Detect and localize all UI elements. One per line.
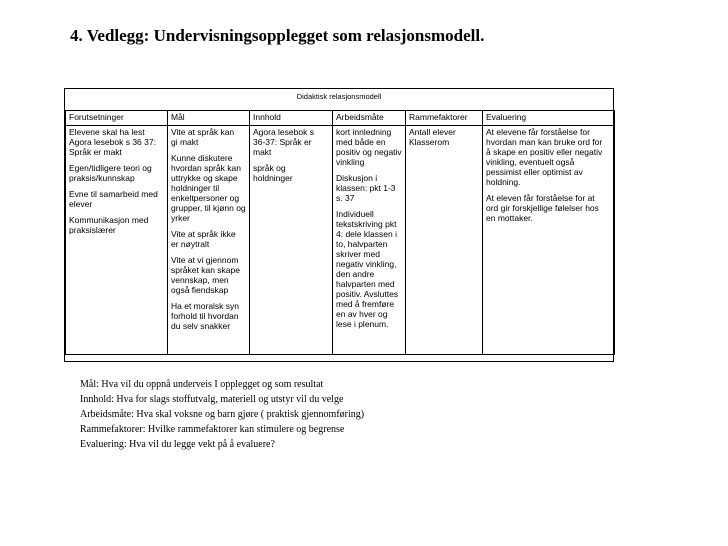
note-line: Rammefaktorer: Hvilke rammefaktorer kan stimulere og begrense xyxy=(80,424,345,435)
table-row xyxy=(66,126,615,355)
table-cell xyxy=(483,126,615,355)
note-line: Evaluering: Hva vil du legge vekt på å evaluere? xyxy=(80,439,275,450)
cell-text-line: At eleven får forståelse for at xyxy=(486,193,595,203)
cell-text-line: holdning. xyxy=(486,177,521,187)
cell-text-line: språk og xyxy=(253,163,286,173)
column-header: Evaluering xyxy=(483,111,615,126)
cell-text-line: en mottaker. xyxy=(486,213,533,223)
relation-model-table xyxy=(64,88,614,362)
cell-text-line: positiv og negativ xyxy=(336,147,402,157)
cell-text-line: Antall elever xyxy=(409,127,456,137)
cell-text-line: 36-37: Språk er xyxy=(253,137,312,147)
note-line: Mål: Hva vil du oppnå underveis I opplegget og som resultat xyxy=(80,379,324,390)
page-heading: 4. Vedlegg: Undervisningsopplegget som relasjonsmodell. xyxy=(70,26,485,45)
table-header-row xyxy=(66,111,615,126)
cell-text-line: praksislærer xyxy=(69,225,116,235)
table-caption: Didaktisk relasjonsmodell xyxy=(296,92,382,101)
cell-text-line: to, halvparten xyxy=(336,239,388,249)
cell-text-line: Elevene skal ha lest xyxy=(69,127,145,137)
cell-text-line: Klasserom xyxy=(409,137,450,147)
cell-text-line: Egen/tidligere teori og xyxy=(69,163,152,173)
cell-text-line: holdninger til xyxy=(171,183,220,193)
column-header: Forutsetninger xyxy=(66,111,168,126)
cell-text-line: halvparten med xyxy=(336,279,395,289)
column-header: Arbeidsmåte xyxy=(333,111,406,126)
cell-text-line: enkeltpersoner og xyxy=(171,193,240,203)
cell-text-line: språket kan skape xyxy=(171,265,240,275)
cell-text-line: lese i plenum. xyxy=(336,319,389,329)
cell-text-line: Kunne diskutere xyxy=(171,153,233,163)
cell-text-line: hvordan man kan bruke ord for xyxy=(486,137,603,147)
cell-text-line: Agora lesebok s xyxy=(253,127,314,137)
cell-text-line: tekstskriving pkt xyxy=(336,219,397,229)
cell-text-line: grupper, til kjønn og xyxy=(171,203,246,213)
cell-text-line: Vite at språk ikke xyxy=(171,229,236,239)
cell-text-line: Ha et moralsk syn xyxy=(171,301,240,311)
cell-text-line: Vite at vi gjennom xyxy=(171,255,239,265)
cell-text-line: skriver med xyxy=(336,249,380,259)
note-line: Arbeidsmåte: Hva skal voksne og barn gjøre ( praktisk gjennomføring) xyxy=(80,409,365,420)
cell-text-line: praksis/kunnskap xyxy=(69,173,135,183)
cell-text-line: også fiendskap xyxy=(171,285,229,295)
table-cell xyxy=(168,126,250,355)
cell-text-line: Språk er makt xyxy=(69,147,122,157)
cell-text-line: med både en xyxy=(336,137,386,147)
cell-text-line: elever xyxy=(69,199,93,209)
cell-text-line: kort innledning xyxy=(336,127,392,137)
cell-text-line: Kommunikasjon med xyxy=(69,215,149,225)
cell-text-line: uttrykke og skape xyxy=(171,173,238,183)
cell-text-line: forhold til hvordan xyxy=(171,311,239,321)
cell-text-line: vennskap, men xyxy=(171,275,229,285)
cell-text-line: en av hver og xyxy=(336,309,388,319)
table-cell xyxy=(406,126,483,355)
cell-text-line: Diskusjon i xyxy=(336,173,378,183)
cell-text-line: den andre xyxy=(336,269,375,279)
column-header: Mål xyxy=(168,111,250,126)
cell-text-line: gi makt xyxy=(171,137,199,147)
cell-text-line: negativ vinkling, xyxy=(336,259,397,269)
cell-text-line: å skape en positiv eller negativ xyxy=(486,147,603,157)
cell-text-line: klassen: pkt 1-3 xyxy=(336,183,396,193)
cell-text-line: makt xyxy=(253,147,272,157)
cell-text-line: vinkling, eventuelt også xyxy=(486,157,575,167)
cell-text-line: er nøytralt xyxy=(171,239,210,249)
table-cell xyxy=(333,126,406,355)
cell-text-line: Agora lesebok s 36 37: xyxy=(69,137,156,147)
column-header: Innhold xyxy=(250,111,333,126)
cell-text-line: ord gir forskjellige følelser hos xyxy=(486,203,599,213)
cell-text-line: yrker xyxy=(171,213,190,223)
cell-text-line: pessimist eller optimist av xyxy=(486,167,583,177)
cell-text-line: hvordan språk kan xyxy=(171,163,241,173)
table-cell xyxy=(66,126,168,355)
cell-text-line: du selv snakker xyxy=(171,321,231,331)
cell-text-line: At elevene får forståelse for xyxy=(486,127,590,137)
cell-text-line: 4: dele klassen i xyxy=(336,229,397,239)
cell-text-line: s. 37 xyxy=(336,193,355,203)
relation-model-grid xyxy=(65,110,615,355)
table-cell xyxy=(250,126,333,355)
cell-text-line: positiv. Avsluttes xyxy=(336,289,399,299)
cell-text-line: Vite at språk kan xyxy=(171,127,235,137)
cell-text-line: Evne til samarbeid med xyxy=(69,189,158,199)
notes-list xyxy=(80,377,364,452)
column-header: Rammefaktorer xyxy=(406,111,483,126)
cell-text-line: med å fremføre xyxy=(336,299,395,309)
cell-text-line: vinkling xyxy=(336,157,365,167)
note-line: Innhold: Hva for slags stoffutvalg, materiell og utstyr vil du velge xyxy=(80,394,344,405)
cell-text-line: holdninger xyxy=(253,173,293,183)
cell-text-line: Individuell xyxy=(336,209,374,219)
